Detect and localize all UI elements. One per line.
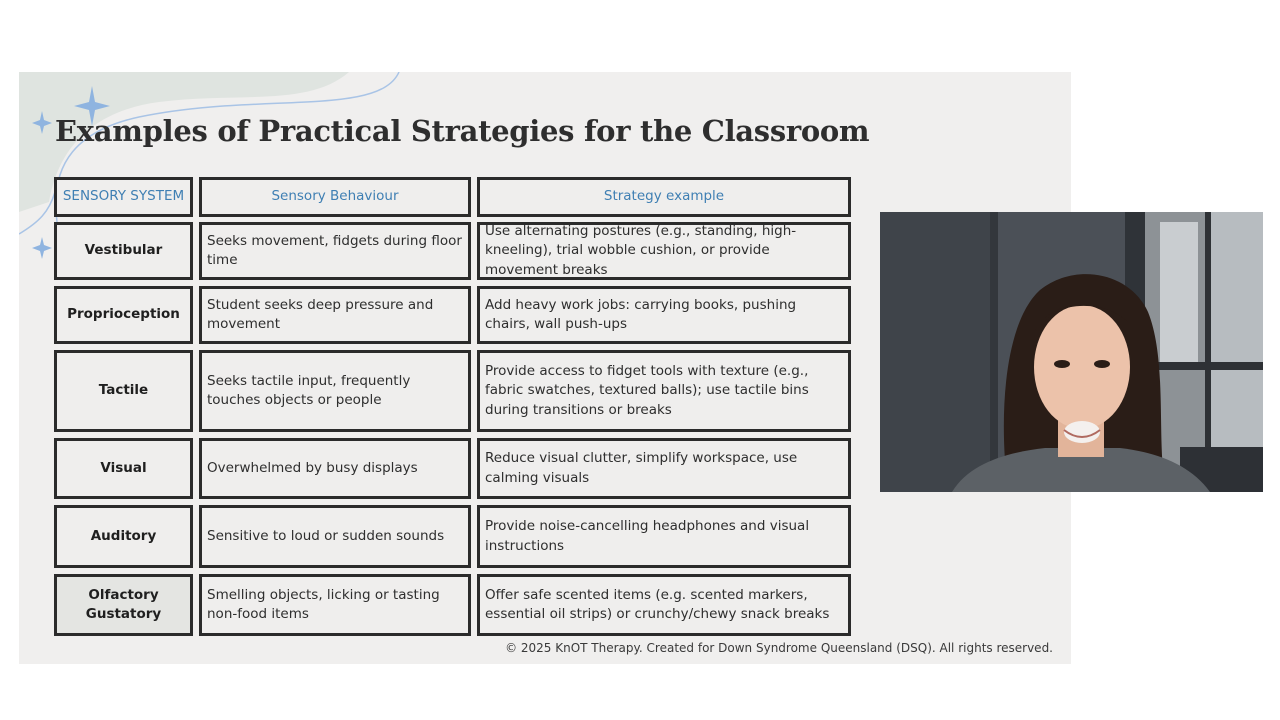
header-strategy-example: Strategy example xyxy=(477,177,851,217)
table-cell-system: Vestibular xyxy=(54,222,193,280)
table-cell-strategy: Use alternating postures (e.g., standing, high-kneeling), trial wobble cushion, or provide movement breaks xyxy=(477,222,851,280)
table-cell-system: Auditory xyxy=(54,505,193,568)
table-cell-behaviour: Overwhelmed by busy displays xyxy=(199,438,471,499)
table-cell-strategy: Reduce visual clutter, simplify workspace, use calming visuals xyxy=(477,438,851,499)
table-cell-behaviour: Smelling objects, licking or tasting non-food items xyxy=(199,574,471,636)
table-cell-system: Proprioception xyxy=(54,286,193,344)
header-sensory-behaviour: Sensory Behaviour xyxy=(199,177,471,217)
header-sensory-system: SENSORY SYSTEM xyxy=(54,177,193,217)
table-cell-strategy: Offer safe scented items (e.g. scented markers, essential oil strips) or crunchy/chewy snack breaks xyxy=(477,574,851,636)
presenter-webcam xyxy=(880,212,1263,492)
slide-title: Examples of Practical Strategies for the Classroom xyxy=(55,114,870,148)
copyright-notice: © 2025 KnOT Therapy. Created for Down Syndrome Queensland (DSQ). All rights reserved. xyxy=(505,641,1053,655)
table-cell-behaviour: Seeks movement, fidgets during floor time xyxy=(199,222,471,280)
table-cell-strategy: Provide access to fidget tools with texture (e.g., fabric swatches, textured balls); use tactile bins during transitions or breaks xyxy=(477,350,851,432)
table-cell-strategy: Add heavy work jobs: carrying books, pushing chairs, wall push-ups xyxy=(477,286,851,344)
table-cell-behaviour: Sensitive to loud or sudden sounds xyxy=(199,505,471,568)
table-cell-system: Visual xyxy=(54,438,193,499)
table-cell-strategy: Provide noise-cancelling headphones and visual instructions xyxy=(477,505,851,568)
table-cell-system: Tactile xyxy=(54,350,193,432)
table-cell-behaviour: Student seeks deep pressure and movement xyxy=(199,286,471,344)
table-cell-system: Olfactory Gustatory xyxy=(54,574,193,636)
table-cell-behaviour: Seeks tactile input, frequently touches objects or people xyxy=(199,350,471,432)
presenter-video-frame xyxy=(880,212,1263,492)
sparkle-icon xyxy=(32,237,52,259)
